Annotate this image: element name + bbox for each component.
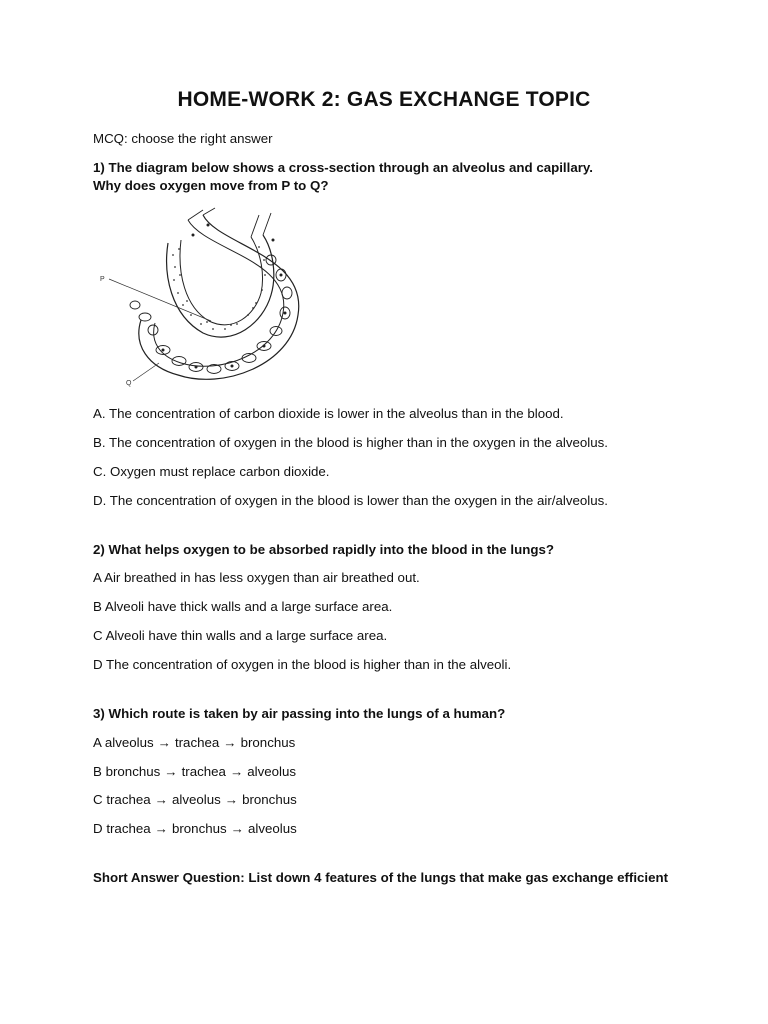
short-answer-question: Short Answer Question: List down 4 features of the lungs that make gas exchange efficient — [93, 870, 669, 885]
q2-option-b: B Alveoli have thick walls and a large surface area. — [93, 599, 393, 614]
route-step: alveolus — [104, 735, 154, 750]
route-step: trachea — [181, 764, 226, 779]
route-step: alveolus — [247, 821, 297, 836]
option-letter: C — [93, 792, 103, 807]
arrow-icon: → — [157, 735, 171, 750]
arrow-icon: → — [223, 735, 237, 750]
q1-option-c: C. Oxygen must replace carbon dioxide. — [93, 464, 330, 479]
q2-option-d: D The concentration of oxygen in the blood is higher than in the alveoli. — [93, 657, 512, 672]
arrow-icon: → — [154, 792, 168, 807]
option-letter: B — [93, 764, 102, 779]
route-step: bronchus — [105, 764, 161, 779]
arrow-icon: → — [154, 821, 168, 836]
q1-prompt-line2: Why does oxygen move from P to Q? — [93, 178, 329, 193]
route-step: bronchus — [242, 792, 297, 807]
q2-prompt: 2) What helps oxygen to be absorbed rapidly into the blood in the lungs? — [93, 542, 554, 557]
alveolar-lining-dots — [172, 246, 266, 330]
label-q: Q — [126, 380, 132, 387]
page-title: HOME-WORK 2: GAS EXCHANGE TOPIC — [177, 88, 591, 111]
route-step: trachea — [174, 735, 220, 750]
option-letter: D — [93, 821, 103, 836]
route-step: bronchus — [240, 735, 296, 750]
q1-prompt-line1: 1) The diagram below shows a cross-section through an alveolus and capillary. — [93, 160, 593, 175]
label-p: P — [100, 276, 105, 283]
route-step: alveolus — [171, 792, 221, 807]
q3-prompt: 3) Which route is taken by air passing into the lungs of a human? — [93, 706, 506, 721]
option-letter: A — [93, 735, 102, 750]
q3-option-a — [93, 735, 295, 751]
q3-option-c — [93, 792, 297, 808]
arrow-icon: → — [224, 792, 239, 807]
route-step: trachea — [106, 821, 151, 836]
q1-option-a: A. The concentration of carbon dioxide is lower in the alveolus than in the blood. — [93, 406, 564, 421]
q2-option-c: C Alveoli have thin walls and a large surface area. — [93, 628, 388, 643]
route-step: bronchus — [171, 821, 227, 836]
route-step: trachea — [106, 792, 151, 807]
q3-option-d — [93, 821, 297, 837]
q3-option-b — [93, 764, 296, 780]
q1-option-b: B. The concentration of oxygen in the blood is higher than in the oxygen in the alveolus. — [93, 435, 608, 450]
route-step: alveolus — [247, 764, 297, 779]
q2-option-a: A Air breathed in has less oxygen than air breathed out. — [93, 570, 420, 585]
arrow-icon: → — [164, 764, 178, 779]
arrow-icon: → — [229, 764, 244, 779]
q1-option-d: D. The concentration of oxygen in the blood is lower than the oxygen in the air/alveolus. — [93, 493, 608, 508]
alveolus-capillary-diagram — [93, 205, 325, 400]
arrow-icon: → — [230, 821, 244, 836]
instructions: MCQ: choose the right answer — [93, 131, 273, 146]
